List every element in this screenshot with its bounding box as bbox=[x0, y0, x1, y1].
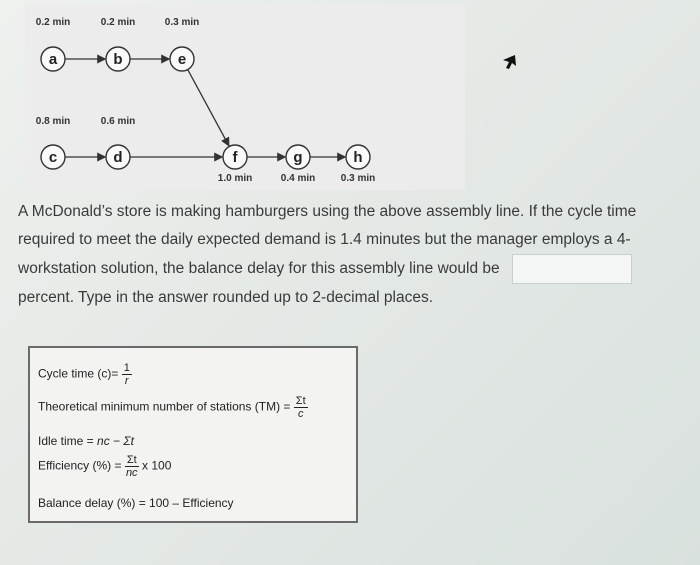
node-label-g: g bbox=[293, 149, 303, 166]
cycle-time-denominator: r bbox=[124, 375, 129, 387]
mouse-cursor-icon bbox=[503, 55, 516, 69]
node-time-c: 0.8 min bbox=[35, 116, 71, 127]
tm-denominator: c bbox=[297, 408, 304, 420]
tm-formula bbox=[38, 395, 308, 420]
question-block bbox=[18, 198, 678, 312]
node-time-f: 1.0 min bbox=[217, 173, 253, 184]
node-time-d: 0.6 min bbox=[100, 116, 136, 127]
efficiency-fraction bbox=[125, 454, 139, 479]
cycle-time-fraction bbox=[122, 362, 132, 387]
idle-time-formula bbox=[38, 434, 134, 448]
efficiency-label: Efficiency (%) = bbox=[38, 458, 122, 473]
efficiency-numerator: Σt bbox=[126, 454, 137, 466]
node-label-c: c bbox=[48, 149, 58, 166]
efficiency-formula bbox=[38, 454, 171, 479]
tm-label: Theoretical minimum number of stations (TM) = bbox=[38, 399, 291, 414]
node-label-a: a bbox=[48, 51, 58, 68]
node-time-a: 0.2 min bbox=[35, 17, 71, 28]
edge-e-f bbox=[188, 70, 229, 146]
question-text: A McDonald’s store is making hamburgers using the above assembly line. If the cycle time required to meet the daily expected demand is 1.4 minutes but the manager employs a 4-workstation solution, the balance delay for this assembly line would be bbox=[18, 203, 637, 278]
question-text-tail: percent. Type in the answer rounded up to 2-decimal places. bbox=[18, 289, 434, 306]
cycle-time-numerator: 1 bbox=[123, 362, 130, 374]
node-label-f: f bbox=[232, 149, 238, 166]
node-time-g: 0.4 min bbox=[280, 173, 316, 184]
node-label-e: e bbox=[177, 51, 187, 68]
node-label-h: h bbox=[353, 149, 363, 166]
formula-box bbox=[28, 346, 358, 523]
tm-fraction bbox=[294, 395, 308, 420]
balance-delay-formula: Balance delay (%) = 100 – Efficiency bbox=[38, 496, 234, 510]
node-label-d: d bbox=[113, 149, 123, 166]
node-time-h: 0.3 min bbox=[340, 173, 376, 184]
cycle-time-label: Cycle time (c)= bbox=[38, 366, 119, 381]
efficiency-multiplier: x 100 bbox=[142, 458, 172, 473]
answer-input[interactable] bbox=[512, 254, 632, 284]
idle-time-label: Idle time = bbox=[38, 434, 98, 448]
precedence-diagram bbox=[25, 5, 465, 190]
efficiency-denominator: nc bbox=[125, 467, 138, 479]
cycle-time-formula bbox=[38, 362, 132, 387]
node-time-b: 0.2 min bbox=[100, 17, 136, 28]
idle-time-expression: nc − Σt bbox=[97, 434, 134, 448]
precedence-diagram-svg bbox=[25, 5, 465, 190]
node-label-b: b bbox=[113, 51, 123, 68]
node-time-e: 0.3 min bbox=[164, 17, 200, 28]
tm-numerator: Σt bbox=[295, 395, 306, 407]
